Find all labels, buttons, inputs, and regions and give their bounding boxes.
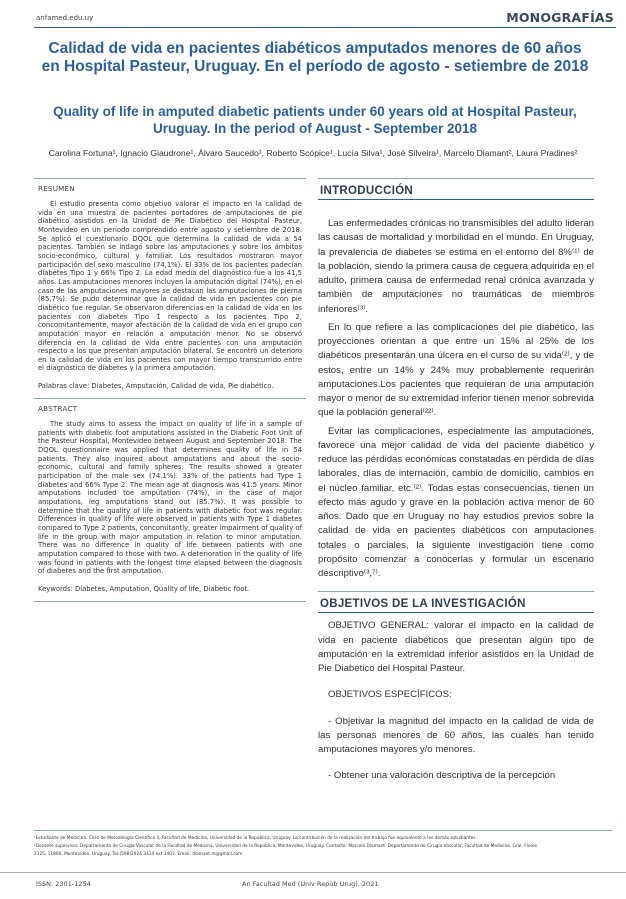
divider [34,398,306,399]
header-divider [34,27,616,28]
article-title-en: Quality of life in amputed diabetic patients under 60 years old at Hospital Pasteur, Uruguay. In the period of August - September 2018 [53,104,577,136]
intro-paragraph-1: Las enfermedades crónicas no transmisibles del adulto lideran las causas de mortalidad y morbilidad en el mundo. En Uruguay, la prevalencia de diabetes se estima en el entorno del 8%⁽¹⁾ de la población, siendo la primera causa de ceguera adquirida en el adulto, primera causa de enfermedad renal crónica avanzada y también de amputaciones no traumáticas de miembros inferiores⁽³⁾. [318,218,594,315]
footnotes [34,830,612,859]
body-column [318,178,594,784]
resumen-text: El estudio presenta como objetivo valorar el impacto en la calidad de vida en una muestra de pacientes portadores de amputaciones de pie diabético asistidos en la Unidad de Pie Diabético del Hospital Pasteur, Montevideo en un período comprendido entre agosto y setiembre de 2018. Se aplicó el cuestionario DQOL que determina la calidad de vida a 54 pacientes. También se indagó sobre las amputaciones y sobre los ámbitos socio-económico, cultural y familiar. Los resultados mostraron mayor participación del sexo masculino (74,1%). El 33% de los pacientes padecían diabetes Tipo 1 y 66% Tipo 2. La edad media del diagnóstico fue a los 41,5 años. Las amputaciones menores incluyen la amputación digital (74%), en el caso de las amputaciones mayores se destacan las amputaciones de pierna (85,7%). Se pudo determinar que la calidad de vida en pacientes con pie diabético fue regular. Se observaron diferencias en la calidad de vida en los pacientes con diabetes Tipo 1 respecto a los pacientes Tipo 2, concomitantemente, mayor afectación de la calidad de vida en el grupo con amputación mayor en relación a amputación menor. No se observó diferencia en la calidad de vida entre pacientes con una amputación respecto a los que presentan amputación bilateral. Se encontró un deterioro en la calidad de vida en los pacientes con mayor tiempo transcurrido entre el diagnóstico de diabetes y la primera amputación. [38,200,302,373]
section-label: MONOGRAFÍAS [506,10,614,25]
resumen-label: RESUMEN [38,184,75,193]
footnote-1: ¹Estudiante de Medicina. Ciclo de Metodología Científica II, Facultad de Medicina, Universidad de la República, Uruguay. La contribución de la realización del trabajo fue equivalente a los demás estudiantes. [34,836,477,841]
objetivos-heading: OBJETIVOS DE LA INVESTIGACIÓN [318,591,594,613]
divider [34,601,306,602]
abstract-text: The study aims to assess the impact on quality of life in a sample of patients with diabetic foot amputations assisted in the Diabetic Foot Unit of the Pasteur Hospital, Montevideo between August and September 2018. The DQOL questionnaire was applied that determines quality of life in 54 patients. They also inquired about amputations and about the socio-economic, cultural and family spheres. The results showed a greater participation of the male sex (74.1%). 33% of the patients had Type 1 diabetes and 66% Type 2. The mean age at diagnosis was 41.5 years. Minor amputations included toe amputation (74%), in the case of major amputations, leg amputations stand out (85.7%). It was possible to determine that the quality of life in patients with diabetic foot was regular. Differences in quality of life were observed in patients with Type 1 diabetes compared to Type 2 patients, concomitantly, greater impairment of quality of life in the group with major amputation in relation to minor amputation. There was no difference in quality of life between patients with one amputation compared to those with two. A deterioration in the quality of life was found in patients with the longest time elapsed between the diagnosis of diabetes and the first amputation. [38,420,302,576]
issn: ISSN: 2301-1254 [36,880,91,888]
divider [34,178,306,179]
footnote-3: 2125, 11800. Montevideo, Uruguay. Tel:(598)2924 3414 ext 3403. Email: diamant.m@gmail.com [34,852,243,857]
objetivo-especifico-2: - Obtener una valoración descriptiva de la percepción [328,770,556,782]
footnote-2: ²Docente supervisor. Departamento de Cirugía Vascular de la Facultad de Medicina, Universidad de la República, Montevideo, Uruguay. Contacto: Marcelo Diamant. Departamento de Cirugía Vascular, Facultad de Medicina. Gral. Flores [34,844,538,849]
site-url: anfamed.edu.uy [36,14,94,22]
footer-divider [0,872,626,873]
objetivos-especificos-label: OBJETIVOS ESPECÍFICOS: [328,689,452,701]
abstract-label: ABSTRACT [38,404,78,414]
palabras-clave: Palabras clave: Diabetes, Amputación, Calidad de vida, Pie diabético. [38,382,274,391]
objetivo-especifico-1: - Objetivar la magnitud del impacto en la calidad de vida de las personas menores de 60 años, las cuales han tenido amputaciones mayores y/o menores. [318,715,594,755]
intro-paragraph-3: Evitar las complicaciones, especialmente las amputaciones, favorece una mejor calidad de vida del paciente diabético y reduce las pérdidas económicas constatadas en pérdida de días laborales, días de internación, cambio de domicilio, cambios en el núcleo familiar, etc.⁽²⁾. Todas estas consecuencias, tienen un efecto más agudo y grave en la población activa menor de 60 años. Dado que en Uruguay no hay estudios previos sobre la calidad de vida en pacientes diabéticos con amputaciones totales o parciales, la siguiente investigación tiene como propósito comenzar a conocerlas y formular un escenario descriptivo⁽³,⁷⁾. [318,425,594,579]
article-title-es: Calidad de vida en pacientes diabéticos amputados menores de 60 años en Hospital Pasteur, Uruguay. En el período de agosto - setiembre de 2018 [41,40,589,75]
intro-paragraph-2: En lo que refiere a las complicaciones del pie diabético, las proyecciones orientan a que entre un 15% al 25% de los diabéticos presentarán una úlcera en el curso de su vida⁽²⁾, y de estos, entre un 14% y 24% muy probablemente requerirán amputaciones.Los pacientes que requieran de una amputación mayor o menor de su extremidad inferior tienen menor sobrevida que la población general⁽²²⁾. [318,321,594,419]
keywords: Keywords: Diabetes, Amputation, Quality of life, Diabetic foot. [38,584,250,593]
abstract-column [34,178,306,602]
objetivo-general: OBJETIVO GENERAL: valorar el impacto en la calidad de vida en paciente diabéticos que presentan algún tipo de amputación en la extremidad inferior asistidos en la Unidad de Pie Diabetico del Hospital Pasteur. [318,620,594,674]
journal-citation: An Facultad Med (Univ Repúb Urug). 2021 [242,880,379,888]
author-list: Carolina Fortuna¹, Ignacio Giaudrone¹, Álvaro Saucedo¹, Roberto Scópice¹, Lucía Silva¹, José Silveira¹, Marcelo Diamant², Laura Pradines² [48,148,578,158]
introduccion-heading: INTRODUCCIÓN [318,178,594,200]
